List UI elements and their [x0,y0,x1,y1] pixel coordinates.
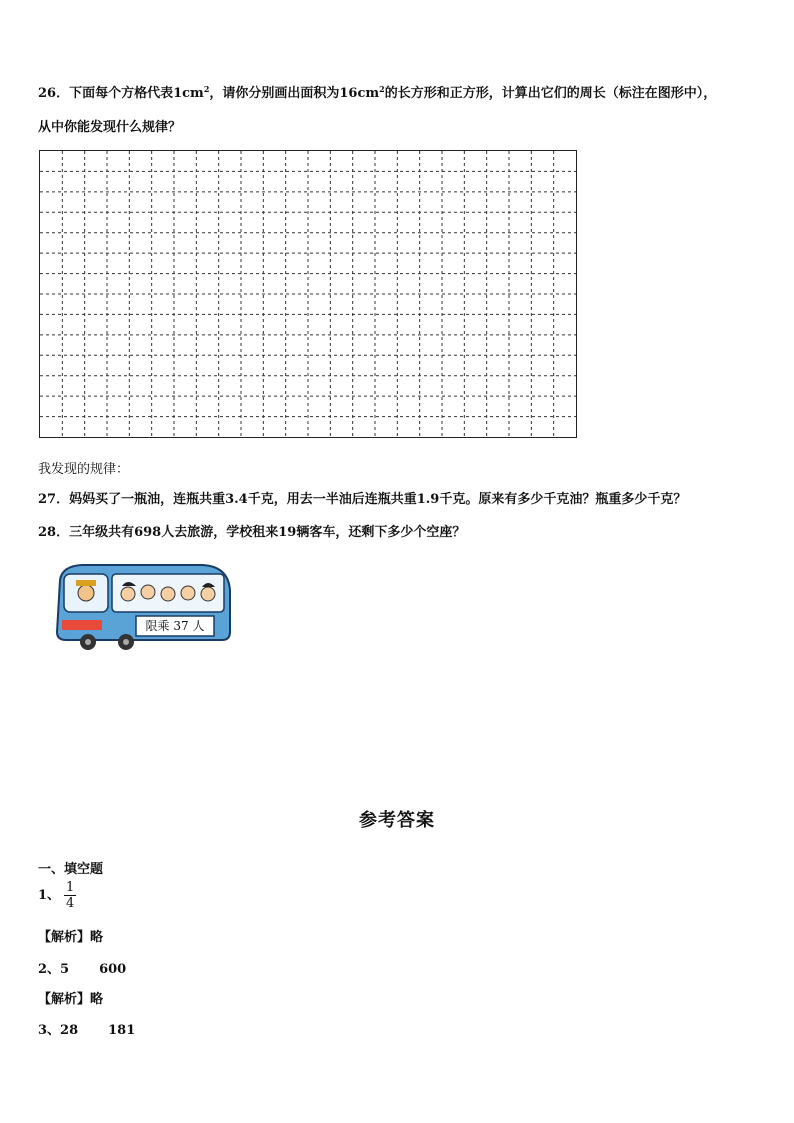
bus-sign: 限乘 37 人 [145,619,205,633]
question-27: 27．妈妈买了一瓶油，连瓶共重3.4千克，用去一半油后连瓶共重1.9千克。原来有多少千克油？瓶重多少千克？ [38,492,687,507]
answer-3-label: 3、28 [38,1023,79,1038]
finding-label: 我发现的规律： [38,462,130,477]
question-28: 28．三年级共有698人去旅游，学校租来19辆客车，还剩下多少个空座？ [38,525,466,540]
q26-text-a: 26．下面每个方格代表1cm [38,86,204,101]
bus-illustration [52,560,232,652]
question-26-line-1 [38,82,716,101]
superscript-2: 2 [203,84,210,94]
square-grid [39,150,577,438]
answer-2 [38,958,126,977]
q26-text-c: 的长方形和正方形，计算出它们的周长（标注在图形中）， [384,86,717,101]
answer-2-value: 600 [99,962,127,977]
answer-1 [38,880,76,911]
answer-3-value: 181 [108,1023,136,1038]
answer-1-label: 1、 [38,888,61,903]
answer-2-label: 2、5 [38,962,70,977]
q26-text-b: ，请你分别画出面积为16cm [209,86,380,101]
fraction-numerator: 1 [66,880,75,895]
question-26-line-2: 从中你能发现什么规律？ [38,120,182,135]
answers-section-heading: 一、填空题 [38,862,104,877]
answers-title: 参考答案 [359,810,435,831]
fraction [64,880,76,911]
explanation-1: 【解析】略 [38,930,104,945]
grid-lines [40,151,576,437]
superscript-2: 2 [379,84,385,94]
fraction-denominator: 4 [66,896,75,911]
explanation-2: 【解析】略 [38,992,104,1007]
answer-3 [38,1019,135,1038]
